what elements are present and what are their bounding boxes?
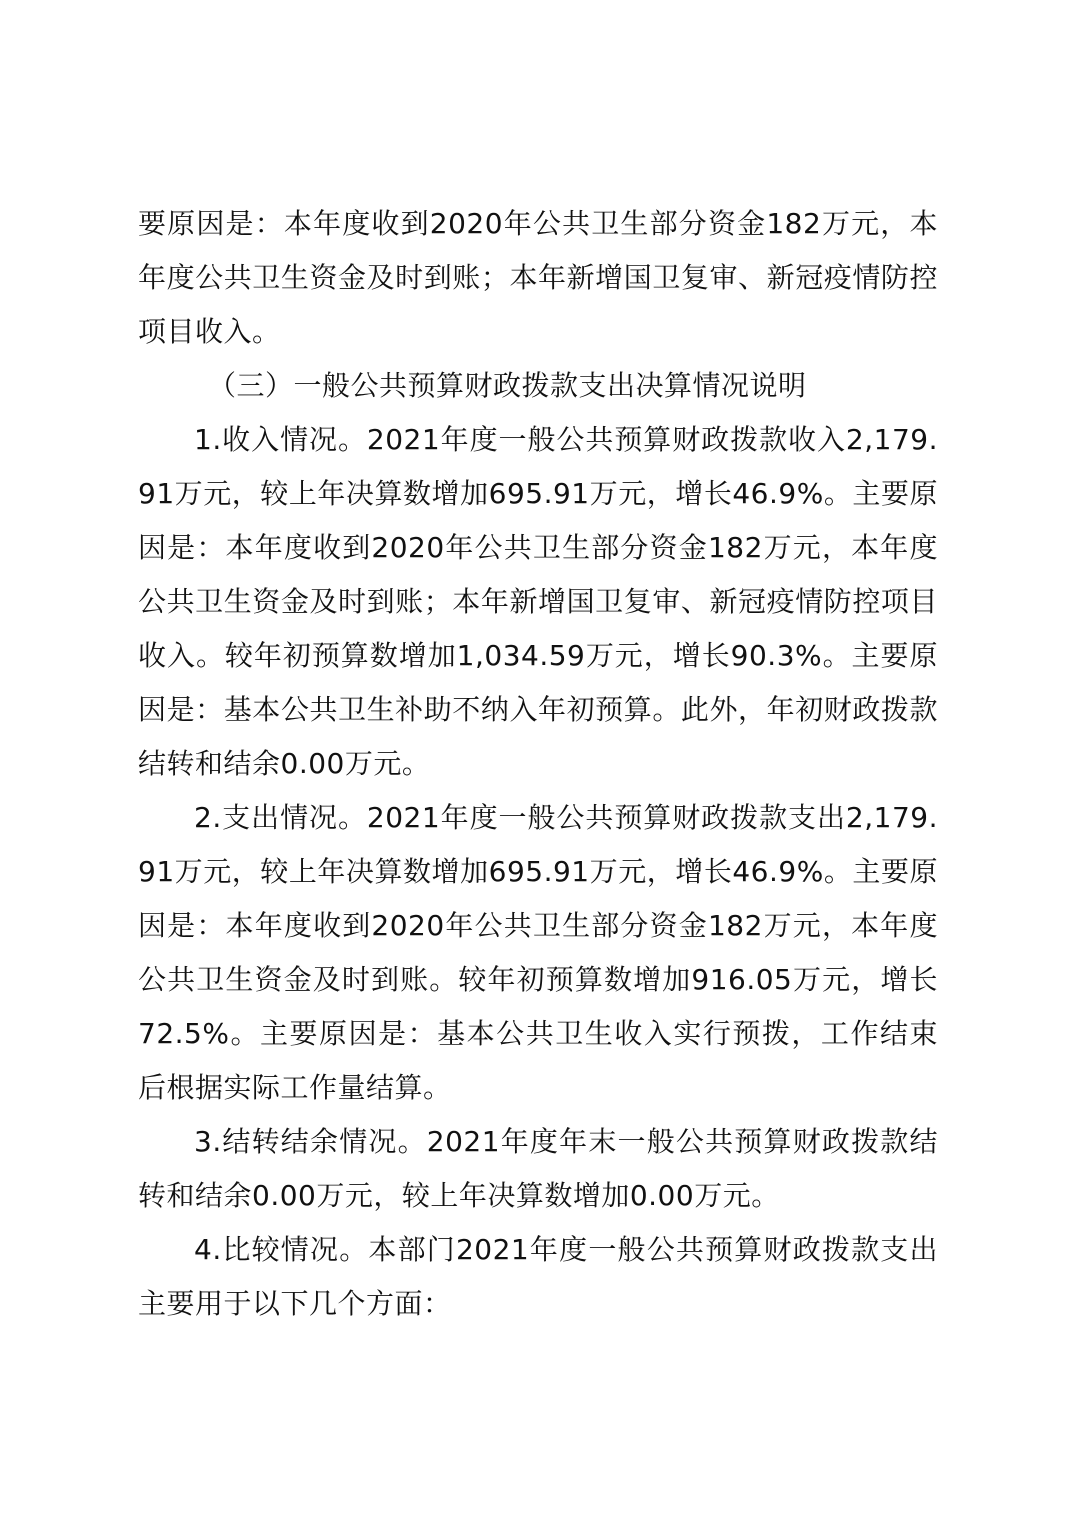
document-page bbox=[138, 197, 938, 1331]
comparison-paragraph: 4.比较情况。本部门2021年度一般公共预算财政拨款支出主要用于以下几个方面： bbox=[138, 1233, 938, 1320]
section-heading: （三）一般公共预算财政拨款支出决算情况说明 bbox=[208, 369, 807, 402]
continuation-paragraph: 要原因是：本年度收到2020年公共卫生部分资金182万元，本年度公共卫生资金及时到账；本年新增国卫复审、新冠疫情防控项目收入。 bbox=[138, 207, 938, 348]
expenditure-paragraph: 2.支出情况。2021年度一般公共预算财政拨款支出2,179.91万元，较上年决算数增加695.91万元，增长46.9%。主要原因是：本年度收到2020年公共卫生部分资金182万元，本年度公共卫生资金及时到账。较年初预算数增加916.05万元，增长72.5%。主要原因是：基本公共卫生收入实行预拨，工作结束后根据实际工作量结算。 bbox=[138, 801, 938, 1104]
carryover-paragraph: 3.结转结余情况。2021年度年末一般公共预算财政拨款结转和结余0.00万元，较上年决算数增加0.00万元。 bbox=[138, 1125, 938, 1212]
income-paragraph: 1.收入情况。2021年度一般公共预算财政拨款收入2,179.91万元，较上年决算数增加695.91万元，增长46.9%。主要原因是：本年度收到2020年公共卫生部分资金182万元，本年度公共卫生资金及时到账；本年新增国卫复审、新冠疫情防控项目收入。较年初预算数增加1,034.59万元，增长90.3%。主要原因是：基本公共卫生补助不纳入年初预算。此外，年初财政拨款结转和结余0.00万元。 bbox=[138, 423, 938, 780]
